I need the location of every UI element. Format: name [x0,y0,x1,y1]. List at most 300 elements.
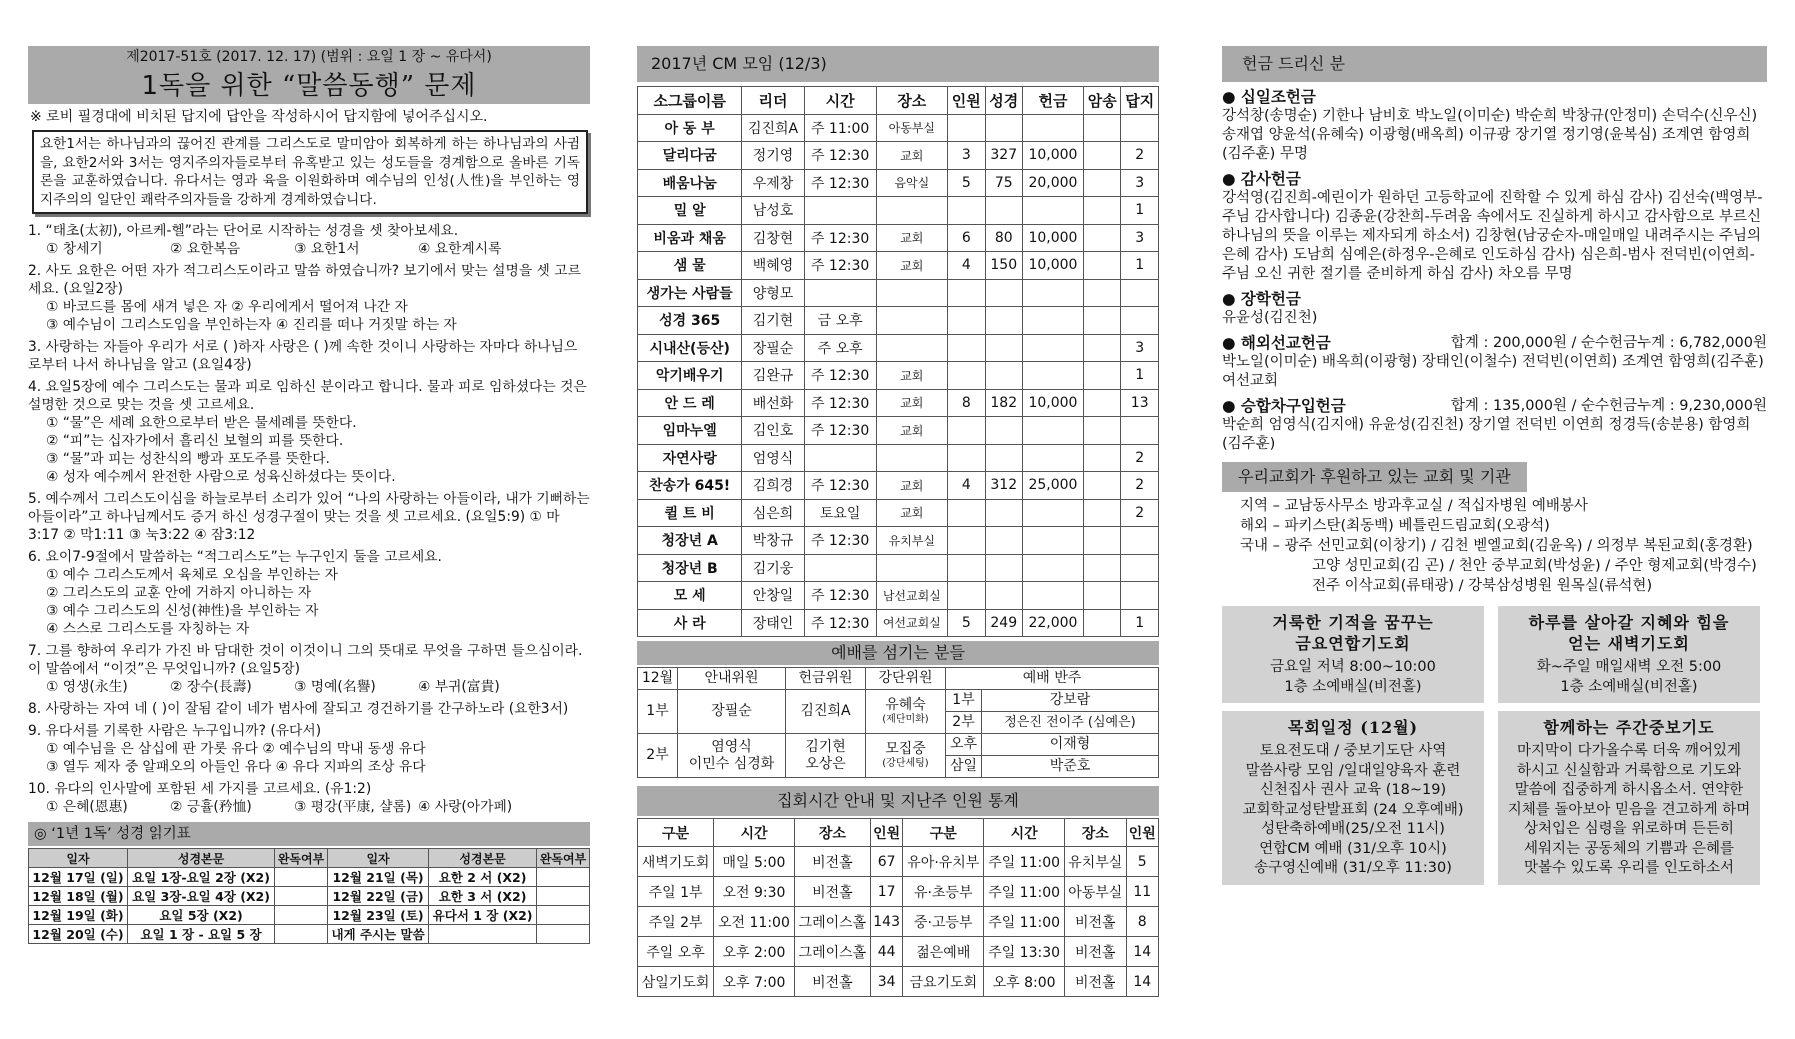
svc-resp-label: 2부 [946,712,982,734]
cm-row [638,169,1159,197]
cm-cell: 금 오후 [804,307,876,335]
reading-cell: 요일 1장-요일 2장 (X2) [128,868,275,887]
reading-header-cell: 일자 [327,849,428,868]
svc-altar2-name: 모집중 [885,741,926,757]
support-line: 지역 – 교남동사무소 방과후교실 / 적십자병원 예배봉사 [1240,498,1588,514]
support-line: 해외 – 파키스탄(최동백) 베틀린드림교회(오광석) [1240,518,1550,534]
svc-r2-label: 2부 [638,734,678,778]
meeting-cell: 17 [870,877,902,907]
question-text: 9. 유다서를 기록한 사람은 누구입니까? (유다서) [28,723,322,739]
donation-names: 강석영(김진희-예린이가 원하던 고등학교에 진학할 수 있게 하심 감사) 김선숙(백영부-주님 감사합니다) 김종윤(강찬희-두려움 속에서도 진실하게 하시고 감사함으로 부르신 하나님의 뜻을 이루는 제자되게 하소서) 김창현(남궁순자-매일매일 내려주시는 주님의 은혜 감사) 도남희 심예은(하정우-은혜로 인도하심 감사) 심은희-범사 전덕빈(이연희-주님 오신 귀한 절기를 준비하게 하심 감사) 차오름 무명 [1222,190,1763,282]
svc-resp-label: 1부 [946,690,982,712]
cm-header-row [638,87,1159,115]
cm-cell: 심은희 [742,499,804,527]
support-title: 우리교회가 후원하고 있는 교회 및 기관 [1222,462,1527,492]
question-option: ② “피”는 십자가에서 흘리신 보혈의 피를 뜻한다. [46,433,344,449]
service-title: 예배를 섬기는 분들 [637,641,1159,665]
cm-cell: 교회 [876,472,947,500]
question-option: ③ “물”과 피는 성찬식의 빵과 포도주를 뜻한다. [46,451,330,467]
meeting-header-cell: 시간 [984,819,1065,847]
reading-cell: 요한 3 서 (X2) [429,887,537,906]
donation-block [1222,397,1767,454]
cm-cell: 달리다굼 [638,142,742,170]
meeting-cell: 삼일기도회 [638,967,714,997]
cm-cell: 3 [1121,224,1159,252]
question-option: ④ 부귀(富貴) [418,679,500,695]
support-list [1222,496,1767,596]
svc-resp-name: 이재형 [982,734,1159,756]
donation-category: ● 장학헌금 [1222,290,1301,308]
cm-cell [1121,554,1159,582]
question-text: 1. “태초(太初), 아르케-헬”라는 단어로 시작하는 성경을 셋 찾아보세요. [28,223,459,239]
cm-row [638,252,1159,280]
cm-cell [985,307,1022,335]
question-options [28,678,590,696]
svc-r1-guide: 장필순 [678,690,786,734]
cm-cell [876,197,947,225]
meeting-cell: 아동부실 [1064,877,1126,907]
support-line: 국내 – 광주 선민교회(이창기) / 김천 벧엘교회(김윤옥) / 의정부 복된교회(홍경환) [1240,538,1753,554]
cm-header-cell: 소그룹이름 [638,87,742,115]
meeting-header-cell: 장소 [1064,819,1126,847]
cm-cell: 80 [985,224,1022,252]
reading-cell: 내게 주시는 말씀 [327,925,428,944]
prayer-box-title: 하루를 살아갈 지혜와 힘을 얻는 새벽기도회 [1528,613,1730,653]
question-option: ① 예수 그리스도께서 육체로 오심을 부인하는 자 [46,567,338,583]
question-text: 3. 사랑하는 자들아 우리가 서로 ( )하자 사랑은 ( )께 속한 것이니 사랑하는 자마다 하나님으로부터 나서 하나님을 알고 (요일4장) [28,339,578,373]
cm-cell: 여선교회실 [876,609,947,637]
cm-cell: 교회 [876,389,947,417]
donation-list [1222,88,1767,454]
support-line: 고양 성민교회(김 곤) / 천안 중부교회(박성윤) / 주안 형제교회(박경수) [1312,558,1757,574]
cm-row [638,334,1159,362]
cm-row [638,142,1159,170]
question-text: 8. 사랑하는 자여 네 ( )이 잘됨 같이 네가 범사에 잘되고 경건하기를 간구하노라 (요한3서) [28,701,569,717]
cm-cell [1023,582,1084,610]
cm-cell: 주 12:30 [804,169,876,197]
quiz-intro: 요한1서는 하나님과의 끊어진 관계를 그리스도로 말미암아 회복하게 하는 하나님과의 사귐을, 요한2서와 3서는 영지주의자들로부터 유혹받고 있는 성도들을 경계함으로 올바른 기독론을 교훈하였습니다. 유다서는 영과 육을 이원화하며 예수님의 인성(人性)을 부인하는 영지주의의 일단인 쾌락주의자들을 강하게 경계하였습니다. [32,130,588,214]
quiz-question [28,780,590,816]
cm-cell [1121,114,1159,142]
support-line: 전주 이삭교회(류태광) / 강북삼성병원 원목실(류석현) [1312,578,1653,594]
cm-cell: 4 [948,252,985,280]
cm-cell: 327 [985,142,1022,170]
donation-head [1222,397,1767,416]
donation-names: 유윤성(김진천) [1222,310,1318,326]
question-option: ③ 명예(名譽) [294,679,376,695]
cm-cell [1083,554,1120,582]
meeting-cell: 금요기도회 [903,967,984,997]
meeting-cell: 34 [870,967,902,997]
meeting-row [638,847,1159,877]
meeting-cell: 오후 7:00 [714,967,795,997]
cm-cell [948,444,985,472]
cm-row [638,279,1159,307]
cm-cell [948,527,985,555]
svc-resp-name: 박준호 [982,756,1159,778]
cm-cell [985,554,1022,582]
cm-cell [1023,197,1084,225]
cm-cell [804,197,876,225]
cm-cell: 22,000 [1023,609,1084,637]
meeting-cell: 유치부실 [1064,847,1126,877]
cm-cell: 장필순 [742,334,804,362]
reading-header-row [29,849,590,868]
cm-cell: 교회 [876,224,947,252]
cm-cell: 312 [985,472,1022,500]
prayer-box [1222,606,1484,703]
cm-cell [948,417,985,445]
meeting-cell: 8 [1126,907,1158,937]
cm-cell [1083,334,1120,362]
prayer-box-body: 마지막이 다가올수록 더욱 깨어있게 하시고 신실함과 거룩함으로 기도와 말씀에 집중하게 하시옵소서. 연약한 지체를 돌아보아 믿음을 견고하게 하며 상처입은 심령을 위로하며 든든히 세워지는 공동체의 기쁨과 은혜를 맛볼수 있도록 우리를 인도하소서 [1507,743,1751,876]
cm-cell: 유치부실 [876,527,947,555]
question-option: ④ 요한계시록 [418,241,502,257]
cm-cell: 장태인 [742,609,804,637]
cm-row [638,224,1159,252]
question-option: ② 장수(長壽) [170,679,252,695]
quiz-question [28,262,590,334]
svc-altar2-sub: (강단세팅) [882,758,929,769]
meeting-cell: 주일 1부 [638,877,714,907]
cm-cell: 4 [948,472,985,500]
cm-cell [1121,527,1159,555]
cm-cell: 2 [1121,499,1159,527]
cm-cell: 13 [1121,389,1159,417]
cm-cell: 주 12:30 [804,472,876,500]
donation-category: ● 감사헌금 [1222,170,1301,188]
svc-guide-header: 안내위원 [678,668,786,690]
cm-cell: 정기영 [742,142,804,170]
cm-cell: 25,000 [1023,472,1084,500]
reading-cell [275,887,328,906]
cm-cell [1023,307,1084,335]
cm-cell [985,582,1022,610]
svc-r2-offering: 김기현 오상은 [786,734,866,778]
cm-cell [948,334,985,362]
cm-cell [1083,197,1120,225]
prayer-box [1222,711,1484,885]
cm-cell [1121,582,1159,610]
cm-cell [1083,114,1120,142]
svc-resp-label: 삼일 [946,756,982,778]
cm-cell: 샘 물 [638,252,742,280]
cm-cell [1083,444,1120,472]
cm-cell: 교회 [876,362,947,390]
meeting-cell: 주일 11:00 [984,907,1065,937]
quiz-title-post: 문제 [415,71,477,101]
cm-cell [1083,169,1120,197]
reading-cell: 유다서 1 장 (X2) [429,906,537,925]
cm-cell [876,444,947,472]
cm-cell [876,334,947,362]
svc-resp-name: 강보람 [982,690,1159,712]
reading-row [29,868,590,887]
cm-cell [948,197,985,225]
cm-cell: 우제창 [742,169,804,197]
donor-title: 헌금 드리신 분 [1222,46,1767,82]
cm-cell: 남선교회실 [876,582,947,610]
reading-header-cell: 성경본문 [429,849,537,868]
question-option: ① 예수님을 은 삼십에 판 가롯 유다 ② 예수님의 막내 동생 유다 [46,741,426,757]
cm-cell: 안창일 [742,582,804,610]
meeting-cell: 비전홀 [1064,937,1126,967]
reading-cell [537,887,590,906]
meeting-cell: 중·고등부 [903,907,984,937]
cm-cell [1083,582,1120,610]
cm-row [638,554,1159,582]
reading-cell: 12월 19일 (화) [29,906,128,925]
cm-header-cell: 성경 [985,87,1022,115]
cm-cell [1083,362,1120,390]
quiz-title-pre: 1독을 위한 [141,71,282,101]
cm-cell: 5 [948,169,985,197]
cm-header-cell: 리더 [742,87,804,115]
quiz-question [28,548,590,638]
cm-row [638,527,1159,555]
cm-cell: 김기웅 [742,554,804,582]
cm-cell: 1 [1121,252,1159,280]
meeting-cell: 그레이스홀 [794,937,870,967]
meeting-header-cell: 구분 [638,819,714,847]
donation-block [1222,334,1767,391]
cm-cell [1023,279,1084,307]
cm-cell [985,279,1022,307]
cm-cell: 249 [985,609,1022,637]
cm-header-cell: 시간 [804,87,876,115]
prayer-box-title: 거룩한 기적을 꿈꾸는 금요연합기도회 [1272,613,1434,653]
cm-header-cell: 장소 [876,87,947,115]
quiz-question [28,722,590,776]
cm-row [638,197,1159,225]
cm-cell: 남성호 [742,197,804,225]
cm-cell [1083,417,1120,445]
reading-cell [275,925,328,944]
quiz-question [28,642,590,696]
cm-cell: 1 [1121,197,1159,225]
meeting-header-cell: 장소 [794,819,870,847]
question-option: ③ 예수님이 그리스도임을 부인하는자 ④ 진리를 떠나 거짓말 하는 자 [46,317,457,333]
cm-cell: 백혜영 [742,252,804,280]
cm-cell: 주 12:30 [804,252,876,280]
prayer-box-body: 화~주일 매일새벽 오전 5:00 1층 소예배실(비전홀) [1536,659,1722,695]
meeting-cell: 오후 8:00 [984,967,1065,997]
quiz-notice: ※ 로비 필경대에 비치된 답지에 답안을 작성하시어 답지함에 넣어주십시오. [30,109,488,125]
reading-cell [429,925,537,944]
cm-cell [1083,499,1120,527]
cm-cell: 양형모 [742,279,804,307]
prayer-box-title: 함께하는 주간중보기도 [1543,718,1715,737]
cm-cell [876,279,947,307]
cm-cell: 비움과 채움 [638,224,742,252]
svc-month: 12월 [638,668,678,690]
cm-cell [948,307,985,335]
question-option: ① 바코드를 몸에 새겨 넣은 자 ② 우리에게서 떨어져 나간 자 [46,299,408,315]
reading-cell: 요한 2 서 (X2) [429,868,537,887]
question-option: ③ 열두 제자 중 알패오의 아들인 유다 ④ 유다 지파의 조상 유다 [46,759,426,775]
cm-cell: 5 [948,609,985,637]
cm-cell: 2 [1121,142,1159,170]
svc-altar2 [866,734,946,778]
cm-cell [948,582,985,610]
cm-cell [804,444,876,472]
donation-head [1222,334,1767,353]
donor-column [1222,46,1767,885]
quiz-question [28,378,590,486]
svc-r2-guide: 염영식 이민수 심경화 [678,734,786,778]
cm-cell [1023,499,1084,527]
meeting-cell: 그레이스홀 [794,907,870,937]
cm-cell: 김기현 [742,307,804,335]
cm-cell: 안 드 레 [638,389,742,417]
cm-cell: 밀 알 [638,197,742,225]
cm-cell: 생가는 사람들 [638,279,742,307]
cm-cell: 찬송가 645! [638,472,742,500]
question-option: ② 그리스도의 교훈 안에 거하지 아니하는 자 [46,585,312,601]
meeting-header-cell: 시간 [714,819,795,847]
cm-cell: 배움나눔 [638,169,742,197]
cm-cell [1023,114,1084,142]
meeting-cell: 매일 5:00 [714,847,795,877]
meeting-row [638,967,1159,997]
reading-row [29,906,590,925]
meeting-table [637,818,1159,997]
cm-cell: 주 12:30 [804,417,876,445]
reading-header-cell: 일자 [29,849,128,868]
cm-cell: 엄영식 [742,444,804,472]
prayer-box-body: 금요일 저녁 8:00~10:00 1층 소예배실(비전홀) [1270,659,1436,695]
cm-cell: 주 11:00 [804,114,876,142]
cm-cell [985,334,1022,362]
question-option: ② 요한복음 [170,241,241,257]
cm-table [637,86,1159,637]
meeting-cell: 오전 9:30 [714,877,795,907]
reading-cell: 요일 1 장 - 요일 5 장 [128,925,275,944]
cm-cell: 10,000 [1023,224,1084,252]
donation-total: 합계 : 135,000원 / 순수헌금누계 : 9,230,000원 [1450,398,1767,414]
cm-cell: 182 [985,389,1022,417]
cm-cell: 3 [1121,334,1159,362]
cm-cell: 모 세 [638,582,742,610]
cm-column [637,46,1159,997]
svc-altar1 [866,690,946,734]
cm-cell [948,362,985,390]
cm-cell [1083,224,1120,252]
donation-block [1222,170,1767,284]
cm-cell: 임마누엘 [638,417,742,445]
quiz-question [28,338,590,374]
prayer-box [1498,711,1760,885]
cm-cell: 75 [985,169,1022,197]
reading-cell [537,906,590,925]
prayer-box-body: 토요전도대 / 중보기도단 사역 말씀사랑 모임 /일대일양육자 훈련 신천집사 권사 교육 (18~19) 교회학교성탄발표회 (24 오후예배) 성탄축하예배(25/오전 11시) 연합CM 예배 (31/오후 10시) 송구영신예배 (31/오후 11:30) [1242,743,1464,876]
quiz-question [28,490,590,544]
service-table [637,667,1159,778]
cm-title: 2017년 CM 모임 (12/3) [637,46,1159,82]
question-option: ③ 요한1서 [294,241,360,257]
cm-cell: 3 [1121,169,1159,197]
donation-block [1222,290,1767,328]
question-option: ① 창세기 [46,241,103,257]
cm-cell [948,554,985,582]
cm-cell: 교회 [876,499,947,527]
cm-cell [876,307,947,335]
cm-cell: 3 [948,142,985,170]
question-text: 4. 요일5장에 예수 그리스도는 물과 피로 임하신 분이라고 합니다. 물과 피로 임하셨다는 것은 설명한 것으로 맞는 것을 셋 고르세요. [28,379,587,413]
reading-cell: 12월 18일 (월) [29,887,128,906]
meeting-cell: 11 [1126,877,1158,907]
meeting-cell: 67 [870,847,902,877]
meeting-cell: 젊은예배 [903,937,984,967]
cm-cell: 악기배우기 [638,362,742,390]
cm-header-cell: 답지 [1121,87,1159,115]
question-option: ① 영생(永生) [46,679,128,695]
cm-row [638,609,1159,637]
quiz-question [28,700,590,718]
cm-cell: 2 [1121,444,1159,472]
cm-cell [804,279,876,307]
reading-header-cell: 완독여부 [537,849,590,868]
cm-cell [948,279,985,307]
question-text: 2. 사도 요한은 어떤 자가 적그리스도이라고 말씀 하였습니까? 보기에서 맞는 설명을 셋 고르세요. (요일2장) [28,263,581,297]
question-option: ④ 성자 예수께서 완전한 사람으로 성육신하셨다는 뜻이다. [46,469,396,485]
reading-cell [537,925,590,944]
cm-cell: 주 12:30 [804,362,876,390]
question-options [28,240,590,258]
cm-cell: 청장년 A [638,527,742,555]
cm-cell [948,499,985,527]
meeting-cell: 비전홀 [794,967,870,997]
reading-header-cell: 성경본문 [128,849,275,868]
svc-r1-label: 1부 [638,690,678,734]
cm-cell [985,114,1022,142]
cm-cell [1083,527,1120,555]
cm-cell: 사 라 [638,609,742,637]
cm-row [638,499,1159,527]
cm-header-cell: 헌금 [1023,87,1084,115]
svc-offering-header: 헌금위원 [786,668,866,690]
cm-cell [948,114,985,142]
cm-cell: 10,000 [1023,252,1084,280]
meeting-row [638,937,1159,967]
issue-line: 제2017-51호 (2017. 12. 17) (범위 : 요일 1 장 ~ 유다서) [28,46,590,68]
cm-row [638,114,1159,142]
meeting-cell: 비전홀 [1064,907,1126,937]
cm-header-cell: 암송 [1083,87,1120,115]
meeting-cell: 주일 11:00 [984,847,1065,877]
cm-cell [985,444,1022,472]
cm-cell: 10,000 [1023,389,1084,417]
cm-cell [1023,417,1084,445]
cm-row [638,307,1159,335]
prayer-box-title: 목회일정 (12월) [1287,718,1419,737]
question-options [28,798,590,816]
cm-cell [1023,527,1084,555]
cm-cell [1023,362,1084,390]
cm-cell: 교회 [876,252,947,280]
cm-cell [876,554,947,582]
cm-cell: 6 [948,224,985,252]
cm-cell: 김창현 [742,224,804,252]
cm-cell [1083,279,1120,307]
quiz-title-quote: “말씀동행” [281,71,416,101]
cm-cell: 퀼 트 비 [638,499,742,527]
reading-cell: 12월 21일 (목) [327,868,428,887]
cm-cell: 김인호 [742,417,804,445]
cm-cell [1083,252,1120,280]
cm-cell: 주 12:30 [804,609,876,637]
cm-header-cell: 인원 [948,87,985,115]
